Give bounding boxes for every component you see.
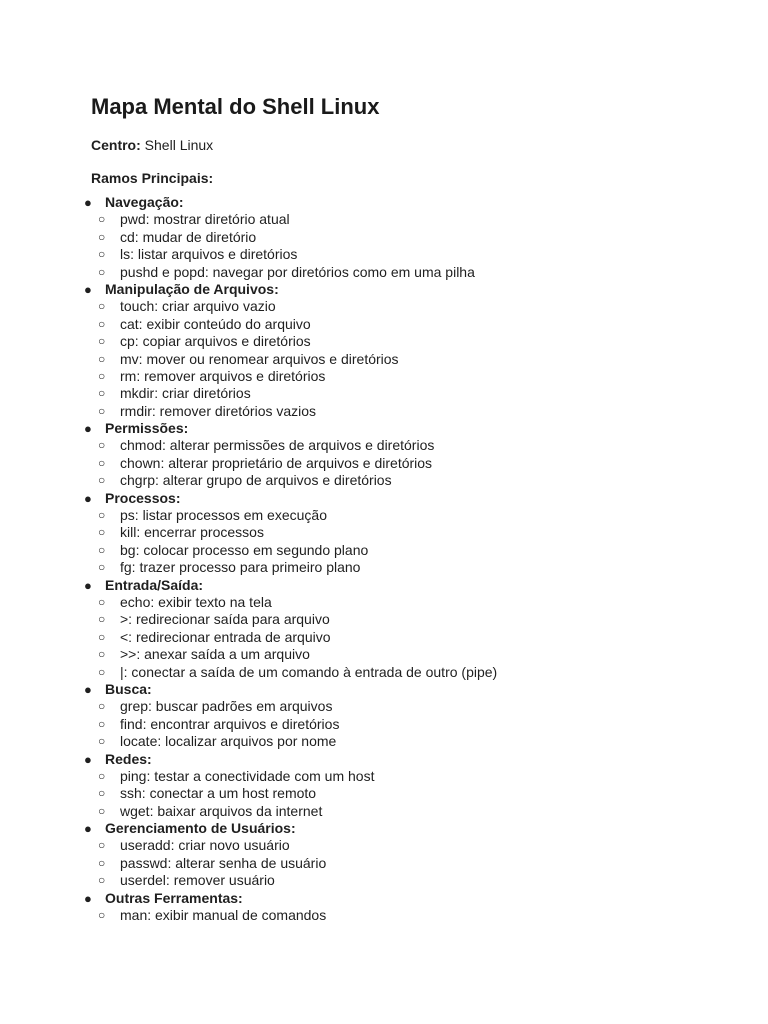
bullet-icon: ● <box>84 681 92 697</box>
list-item <box>0 768 768 785</box>
list-item <box>0 368 768 385</box>
list-item <box>0 664 768 681</box>
circle-bullet-icon: ○ <box>98 699 106 714</box>
list-item-text: ps: listar processos em execução <box>120 507 327 524</box>
list-item-text: pwd: mostrar diretório atual <box>120 211 290 228</box>
list-item <box>0 698 768 715</box>
circle-bullet-icon: ○ <box>98 508 106 523</box>
list-item <box>0 351 768 368</box>
circle-bullet-icon: ○ <box>98 438 106 453</box>
circle-bullet-icon: ○ <box>98 247 106 262</box>
list-item <box>0 246 768 263</box>
list-item-text: pushd e popd: navegar por diretórios como em uma pilha <box>120 263 475 280</box>
list-item <box>0 855 768 872</box>
branches-heading: Ramos Principais: <box>91 170 214 186</box>
list-item <box>0 716 768 733</box>
circle-bullet-icon: ○ <box>98 403 106 418</box>
center-label: Centro: <box>91 137 141 153</box>
list-item-text: bg: colocar processo em segundo plano <box>120 541 369 558</box>
branch-name: Redes: <box>105 750 152 767</box>
center-line <box>91 136 213 154</box>
circle-bullet-icon: ○ <box>98 542 106 557</box>
branch-name: Manipulação de Arquivos: <box>105 280 279 297</box>
list-item-text: find: encontrar arquivos e diretórios <box>120 715 340 732</box>
list-item <box>0 507 768 524</box>
list-item-text: userdel: remover usuário <box>120 872 275 889</box>
circle-bullet-icon: ○ <box>98 786 106 801</box>
branch-name: Entrada/Saída: <box>105 576 204 593</box>
list-item-text: useradd: criar novo usuário <box>120 837 290 854</box>
list-item-text: locate: localizar arquivos por nome <box>120 733 337 750</box>
circle-bullet-icon: ○ <box>98 594 106 609</box>
list-item-text: grep: buscar padrões em arquivos <box>120 698 333 715</box>
circle-bullet-icon: ○ <box>98 803 106 818</box>
circle-bullet-icon: ○ <box>98 316 106 331</box>
list-item <box>0 455 768 472</box>
circle-bullet-icon: ○ <box>98 647 106 662</box>
list-item-text: wget: baixar arquivos da internet <box>120 802 323 819</box>
circle-bullet-icon: ○ <box>98 629 106 644</box>
list-item <box>0 559 768 576</box>
bullet-icon: ● <box>84 577 92 593</box>
branch-heading <box>0 890 768 907</box>
circle-bullet-icon: ○ <box>98 212 106 227</box>
circle-bullet-icon: ○ <box>98 612 106 627</box>
list-item-text: cp: copiar arquivos e diretórios <box>120 333 311 350</box>
circle-bullet-icon: ○ <box>98 734 106 749</box>
list-item <box>0 524 768 541</box>
page-title: Mapa Mental do Shell Linux <box>91 94 380 119</box>
bullet-icon: ● <box>84 421 92 437</box>
branch-name: Permissões: <box>105 420 189 437</box>
branch-name: Gerenciamento de Usuários: <box>105 820 296 837</box>
list-item-text: >: redirecionar saída para arquivo <box>120 611 330 628</box>
circle-bullet-icon: ○ <box>98 299 106 314</box>
list-item-text: ping: testar a conectividade com um host <box>120 767 375 784</box>
list-item-text: cat: exibir conteúdo do arquivo <box>120 315 311 332</box>
circle-bullet-icon: ○ <box>98 560 106 575</box>
list-item-text: <: redirecionar entrada de arquivo <box>120 628 331 645</box>
list-item <box>0 907 768 924</box>
circle-bullet-icon: ○ <box>98 838 106 853</box>
branch-heading <box>0 281 768 298</box>
list-item <box>0 333 768 350</box>
circle-bullet-icon: ○ <box>98 455 106 470</box>
list-item <box>0 298 768 315</box>
list-item <box>0 229 768 246</box>
center-value: Shell Linux <box>144 137 214 153</box>
list-item <box>0 472 768 489</box>
branch-heading <box>0 194 768 211</box>
branch-name: Navegação: <box>105 194 184 210</box>
list-item <box>0 629 768 646</box>
branch-heading <box>0 420 768 437</box>
list-item <box>0 542 768 559</box>
circle-bullet-icon: ○ <box>98 386 106 401</box>
list-item <box>0 403 768 420</box>
branch-heading <box>0 577 768 594</box>
circle-bullet-icon: ○ <box>98 908 106 923</box>
list-item <box>0 211 768 228</box>
circle-bullet-icon: ○ <box>98 264 106 279</box>
bullet-icon: ● <box>84 195 92 210</box>
list-item-text: chown: alterar proprietário de arquivos e diretórios <box>120 454 433 471</box>
list-item-text: echo: exibir texto na tela <box>120 593 272 610</box>
circle-bullet-icon: ○ <box>98 716 106 731</box>
circle-bullet-icon: ○ <box>98 525 106 540</box>
circle-bullet-icon: ○ <box>98 351 106 366</box>
branch-heading <box>0 490 768 507</box>
circle-bullet-icon: ○ <box>98 664 106 679</box>
list-item <box>0 264 768 281</box>
bullet-icon: ● <box>84 751 92 767</box>
list-item <box>0 733 768 750</box>
bullet-icon: ● <box>84 890 92 906</box>
list-item <box>0 785 768 802</box>
branch-heading <box>0 681 768 698</box>
list-item-text: touch: criar arquivo vazio <box>120 298 276 315</box>
list-item-text: chgrp: alterar grupo de arquivos e diretórios <box>120 472 392 489</box>
list-item-text: rmdir: remover diretórios vazios <box>120 402 317 419</box>
branch-heading <box>0 751 768 768</box>
branch-name: Processos: <box>105 489 181 506</box>
list-item <box>0 872 768 889</box>
circle-bullet-icon: ○ <box>98 873 106 888</box>
circle-bullet-icon: ○ <box>98 334 106 349</box>
bullet-icon: ● <box>84 821 92 837</box>
bullet-icon: ● <box>84 281 92 297</box>
list-item <box>0 437 768 454</box>
list-item-text: passwd: alterar senha de usuário <box>120 854 327 871</box>
list-item-text: |: conectar a saída de um comando à entrada de outro (pipe) <box>120 663 498 680</box>
list-item <box>0 837 768 854</box>
list-item <box>0 594 768 611</box>
circle-bullet-icon: ○ <box>98 768 106 783</box>
circle-bullet-icon: ○ <box>98 855 106 870</box>
circle-bullet-icon: ○ <box>98 368 106 383</box>
list-item <box>0 316 768 333</box>
list-item-text: ssh: conectar a um host remoto <box>120 785 317 802</box>
list-item <box>0 611 768 628</box>
list-item <box>0 803 768 820</box>
list-item-text: kill: encerrar processos <box>120 524 264 541</box>
list-item <box>0 385 768 402</box>
list-item-text: man: exibir manual de comandos <box>120 907 327 924</box>
list-item-text: fg: trazer processo para primeiro plano <box>120 559 361 576</box>
branch-name: Outras Ferramentas: <box>105 889 243 906</box>
branch-name: Busca: <box>105 680 152 697</box>
list-item-text: rm: remover arquivos e diretórios <box>120 367 326 384</box>
list-item-text: mkdir: criar diretórios <box>120 385 251 402</box>
list-item <box>0 646 768 663</box>
list-item-text: >>: anexar saída a um arquivo <box>120 646 310 663</box>
list-item-text: mv: mover ou renomear arquivos e diretórios <box>120 350 399 367</box>
branches-list <box>0 194 768 924</box>
list-item-text: chmod: alterar permissões de arquivos e diretórios <box>120 437 435 454</box>
circle-bullet-icon: ○ <box>98 473 106 488</box>
list-item-text: ls: listar arquivos e diretórios <box>120 246 298 263</box>
circle-bullet-icon: ○ <box>98 229 106 244</box>
list-item-text: cd: mudar de diretório <box>120 228 257 245</box>
branch-heading <box>0 820 768 837</box>
bullet-icon: ● <box>84 490 92 506</box>
